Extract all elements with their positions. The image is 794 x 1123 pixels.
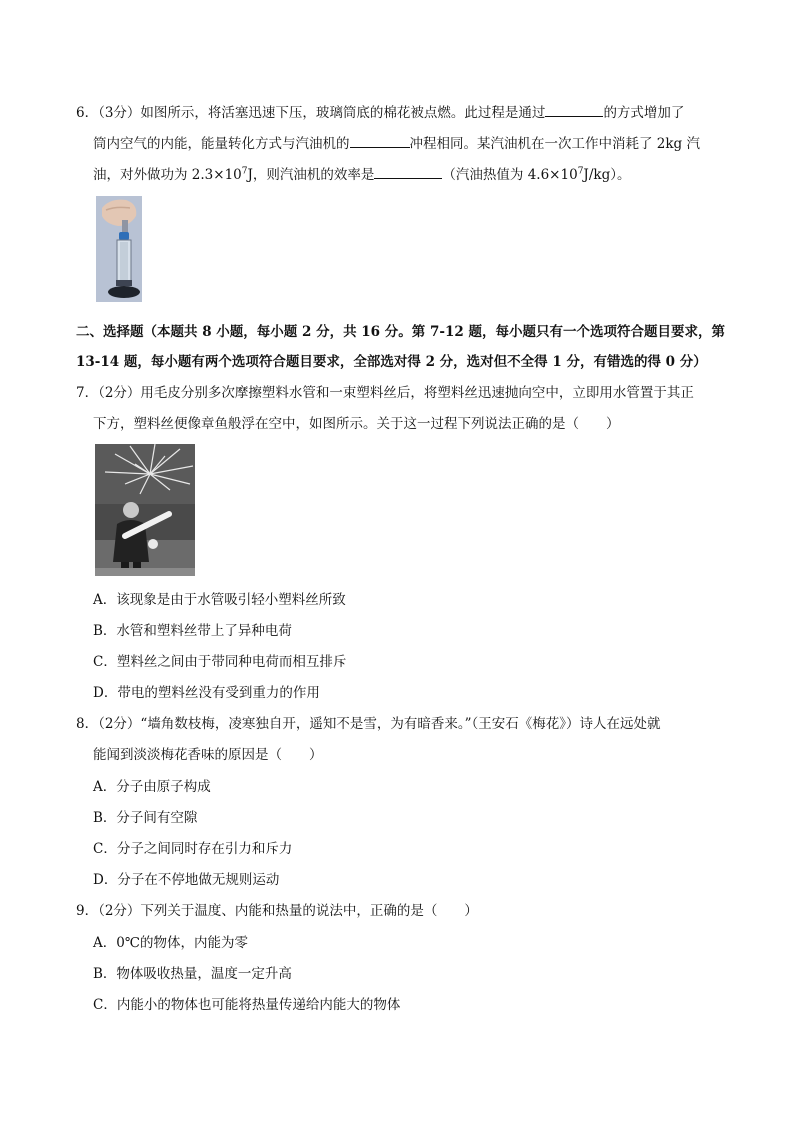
q7-option-d[interactable]: D．带电的塑料丝没有受到重力的作用 [93, 685, 320, 701]
q7-stem-line-1: 7．（2分）用毛皮分别多次摩擦塑料水管和一束塑料丝后，将塑料丝迅速抛向空中，立即用水管置于其正 [76, 385, 694, 401]
q8-option-b[interactable]: B．分子间有空隙 [93, 810, 198, 826]
q7-stem-line-2: 下方，塑料丝便像章鱼般浮在空中，如图所示。关于这一过程下列说法正确的是（ ） [93, 416, 620, 432]
q7-option-a[interactable]: A．该现象是由于水管吸引轻小塑料丝所致 [93, 592, 346, 608]
q6-text: 油，对外做功为 2.3×10 [93, 167, 242, 183]
q6-text: 6．（3分）如图所示，将活塞迅速下压，玻璃筒底的棉花被点燃。此过程是通过 [76, 105, 546, 121]
q7-option-c[interactable]: C．塑料丝之间由于带同种电荷而相互排斥 [93, 654, 347, 670]
q7-option-b[interactable]: B．水管和塑料丝带上了异种电荷 [93, 623, 292, 639]
q8-stem-line-2: 能闻到淡淡梅花香味的原因是（ ） [93, 747, 323, 763]
q9-option-b[interactable]: B．物体吸收热量，温度一定升高 [93, 966, 292, 982]
q6-blank-1[interactable] [545, 102, 603, 117]
q8-option-a[interactable]: A．分子由原子构成 [93, 779, 211, 795]
q6-blank-2[interactable] [350, 133, 410, 148]
q9-option-c[interactable]: C．内能小的物体也可能将热量传递给内能大的物体 [93, 997, 401, 1013]
piston-tube-figure [96, 196, 142, 302]
q8-option-c[interactable]: C．分子之间同时存在引力和斥力 [93, 841, 293, 857]
q6-text: 的方式增加了 [603, 105, 685, 121]
q6-text: J，则汽油机的效率是 [247, 167, 375, 183]
section-2-header-line-2: 13-14 题，每小题有两个选项符合题目要求，全部选对得 2 分，选对但不全得 1 分，有错选的得 0 分） [76, 354, 707, 370]
q6-exponent: 7 [577, 166, 584, 177]
piston-tube-illustration [96, 196, 142, 302]
section-2-header-line-1: 二、选择题（本题共 8 小题，每小题 2 分，共 16 分。第 7-12 题，每小题只有一个选项符合题目要求，第 [76, 324, 725, 340]
q6-text: （汽油热值为 4.6×10 [442, 167, 578, 183]
q6-line-2 [93, 133, 700, 154]
q6-blank-3[interactable] [374, 164, 442, 179]
q8-option-d[interactable]: D．分子在不停地做无规则运动 [93, 872, 280, 888]
q9-stem: 9．（2分）下列关于温度、内能和热量的说法中，正确的是（ ） [76, 903, 478, 919]
q6-text: 筒内空气的内能，能量转化方式与汽油机的 [93, 136, 350, 152]
floating-strands-figure [95, 444, 195, 576]
q9-option-a[interactable]: A．0℃的物体，内能为零 [93, 935, 248, 951]
q8-stem-line-1: 8．（2分）“墙角数枝梅，凌寒独自开，遥知不是雪，为有暗香来。”（王安石《梅花》）诗人在远处就 [76, 716, 661, 732]
q6-exponent: 7 [241, 166, 248, 177]
q6-line-3 [93, 164, 630, 185]
q6-text: 冲程相同。某汽油机在一次工作中消耗了 2kg 汽 [409, 136, 700, 152]
floating-strands-photo [95, 444, 195, 576]
q6-line-1 [76, 102, 684, 123]
q6-text: J/kg）。 [583, 167, 631, 183]
